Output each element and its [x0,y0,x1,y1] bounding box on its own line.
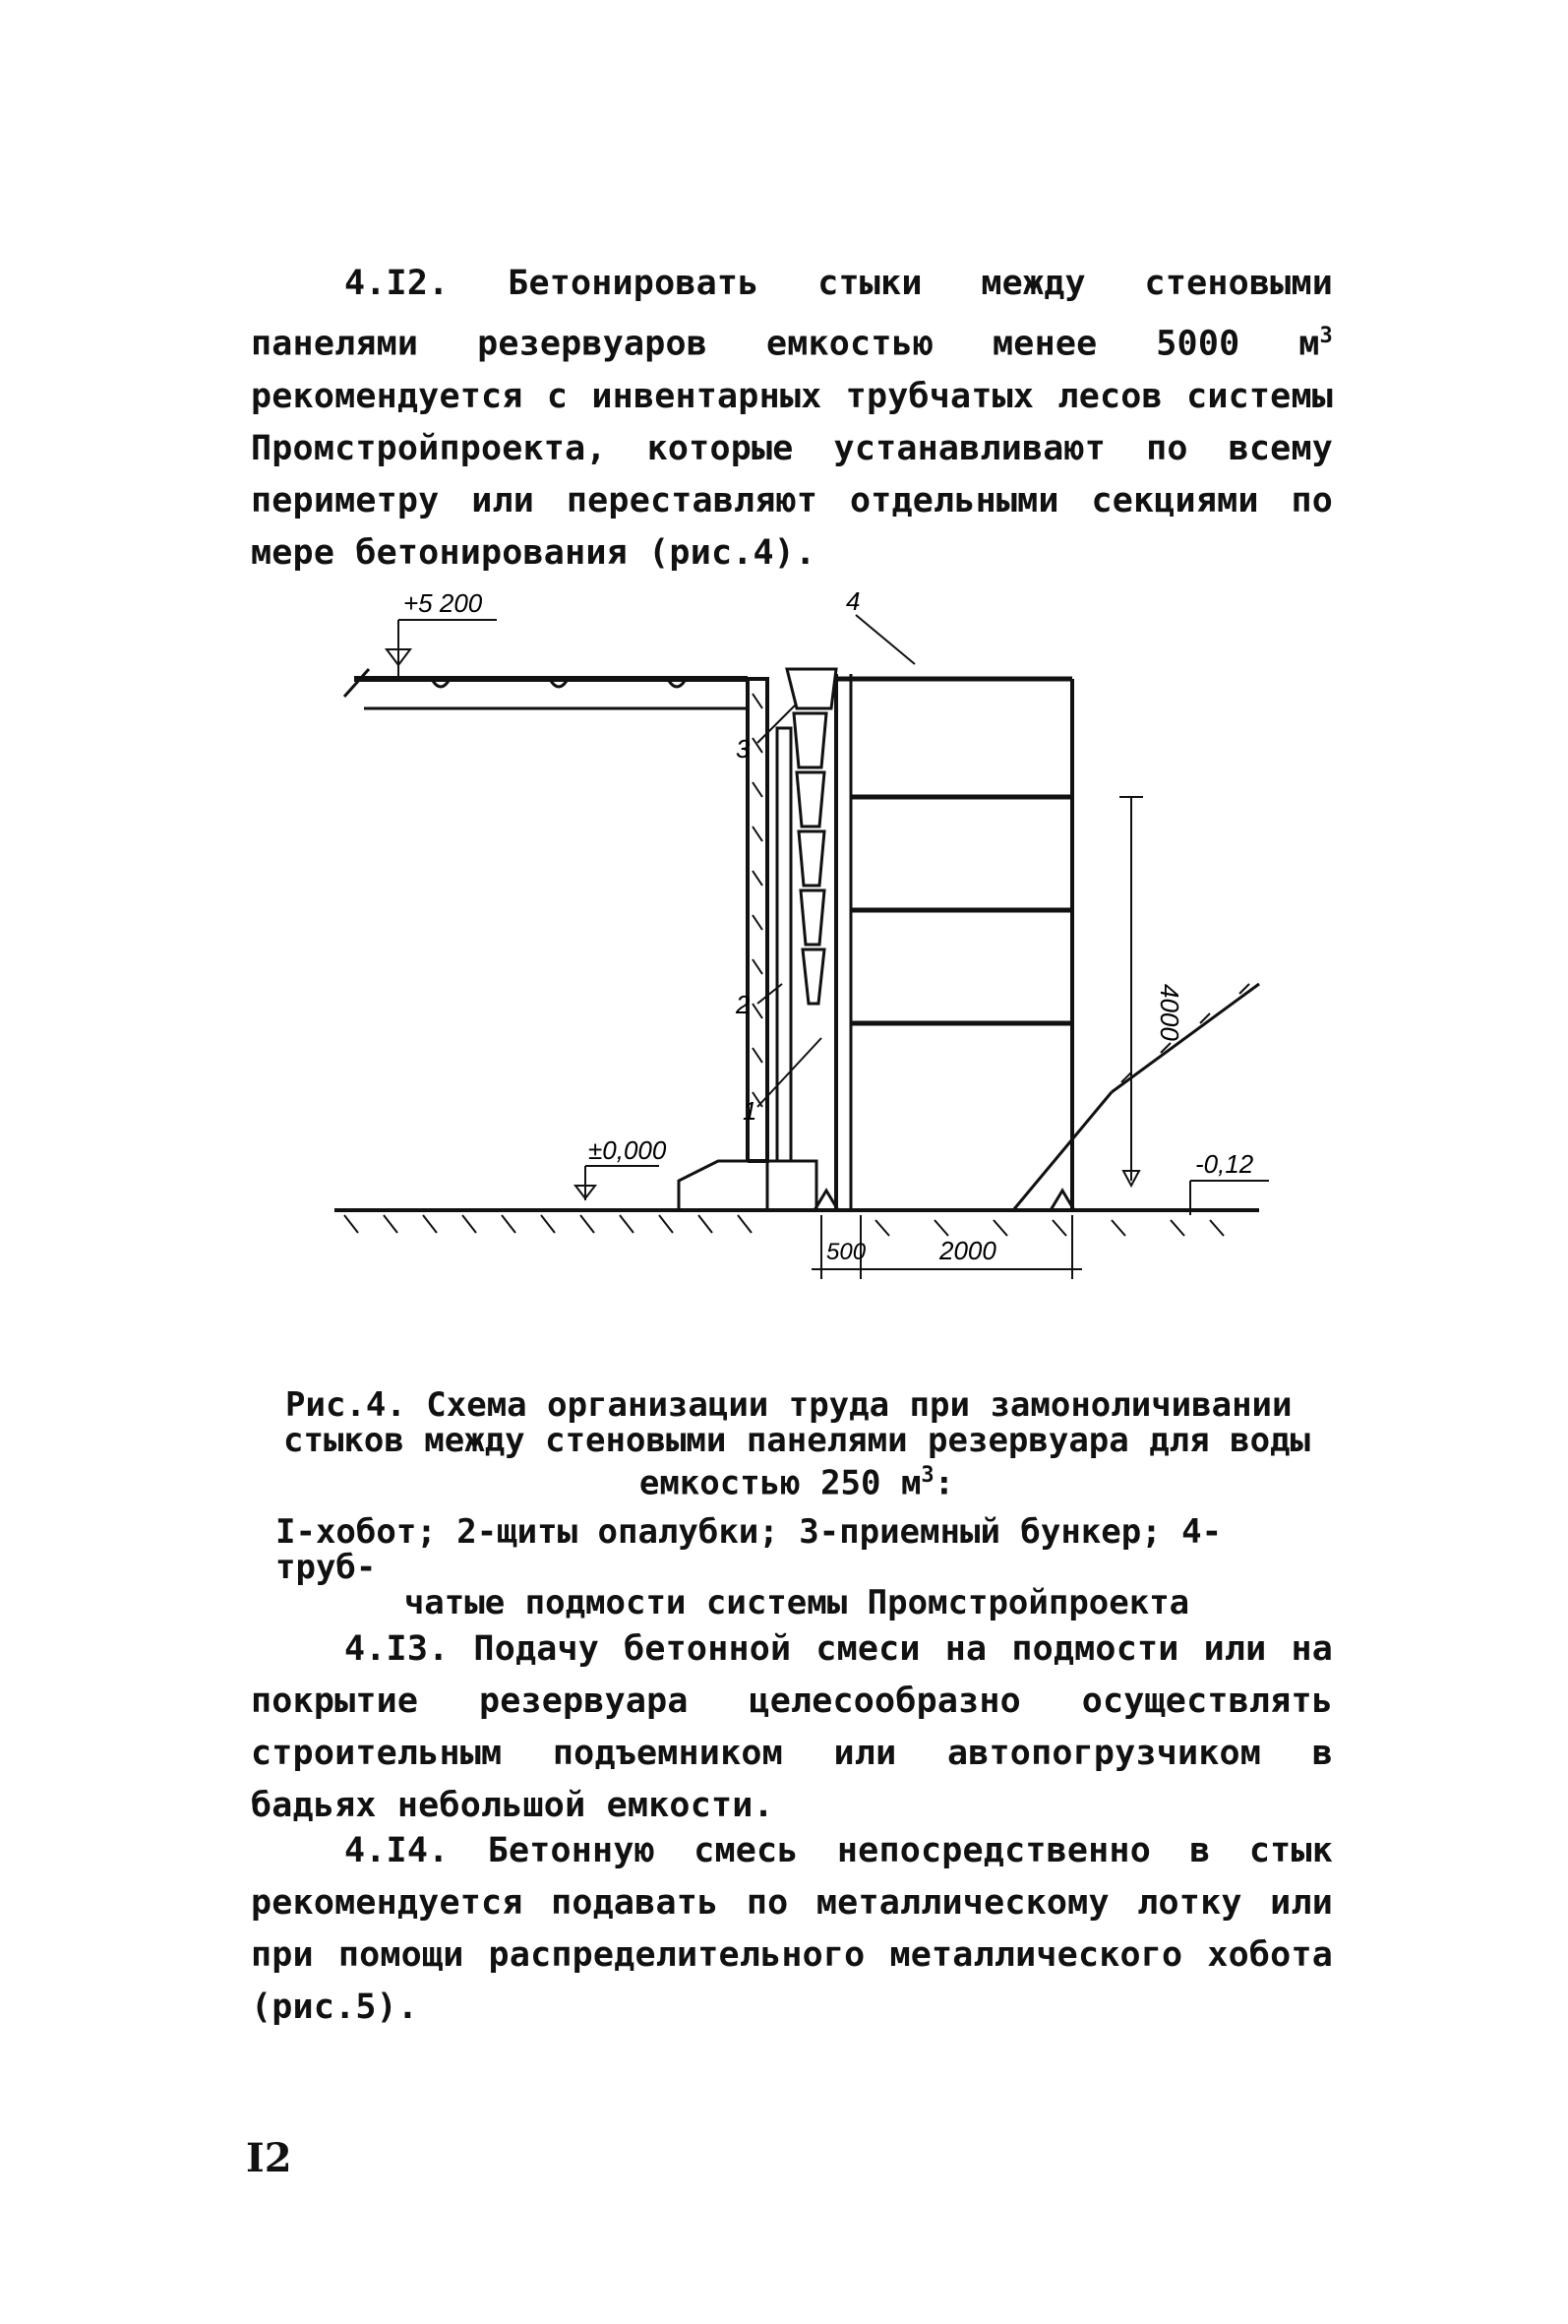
caption-legend [275,1514,1318,1621]
paragraph-4-13 [251,1623,1333,1832]
level-label-pit: -0,12 [1195,1149,1254,1179]
formwork-shield [777,728,791,1161]
receiving-hopper [787,669,836,708]
caption-colon: : [934,1463,955,1503]
wall-base [679,1161,767,1210]
paragraph-text: Бетонировать стыки между стеновыми панелями резервуаров емкостью менее 5000 м [251,264,1333,364]
level-label-zero: ±0,000 [588,1135,667,1165]
paragraph-4-14 [251,1825,1333,2034]
legend-line-1: I-хобот; 2-щиты опалубки; 3-приемный бункер; 4-труб- [275,1512,1223,1588]
caption-title-line-3: емкостью 250 м [638,1463,922,1503]
superscript: 3 [1319,324,1333,348]
callout-2: 2 [736,990,751,1019]
legend-line-2: чатые подмости системы Промстройпроекта [403,1583,1190,1623]
dimension-label-500: 500 [826,1239,867,1265]
scaffold-feet [814,1191,1074,1210]
break-mark [344,669,369,697]
caption-title-line-2: стыков между стеновыми панелями резервуара для воды [283,1421,1310,1460]
caption-superscript: 3 [921,1463,935,1488]
callout-4: 4 [846,586,861,616]
scaffold-diagram [325,571,1279,1348]
chute-segments [794,713,826,1004]
wall-hatch [753,694,762,1107]
level-label-top: +5 200 [403,588,483,618]
paragraph-text: Бетонную смесь непосредственно в стык рекомендуется подавать по металлическому лотку или при помощи распределительного металлического хобота (рис.5). [251,1831,1333,2027]
paragraph-number: 4.I2. [344,264,450,303]
wall-panel [748,679,767,1161]
dimension-label-2000: 2000 [939,1236,996,1265]
paragraph-text-cont: рекомендуется с инвентарных трубчатых лесов системы Промстройпроекта, которые устанавливают по всему периметру или переставляют отдельными секциями по мере бетонирования (рис.4). [251,376,1333,573]
figure-caption [275,1387,1318,1621]
paragraph-number: 4.I4. [344,1831,450,1870]
paragraph-text: Подачу бетонной смеси на подмости или на покрытие резервуара целесообразно осуществлять строительным подъемником или автопогрузчиком в бадьях небольшой емкости. [251,1629,1333,1825]
paragraph-4-12 [251,258,1333,580]
caption-title-line-1: Рис.4. Схема организации труда при замоноличивании [285,1385,1293,1425]
ground-hatch [344,1215,1224,1236]
callout-3: 3 [736,734,751,764]
callout-1: 1 [743,1096,757,1126]
page-number: I2 [246,2135,292,2181]
paragraph-number: 4.I3. [344,1629,450,1669]
dimension-label-height: 4000 [1155,984,1184,1041]
